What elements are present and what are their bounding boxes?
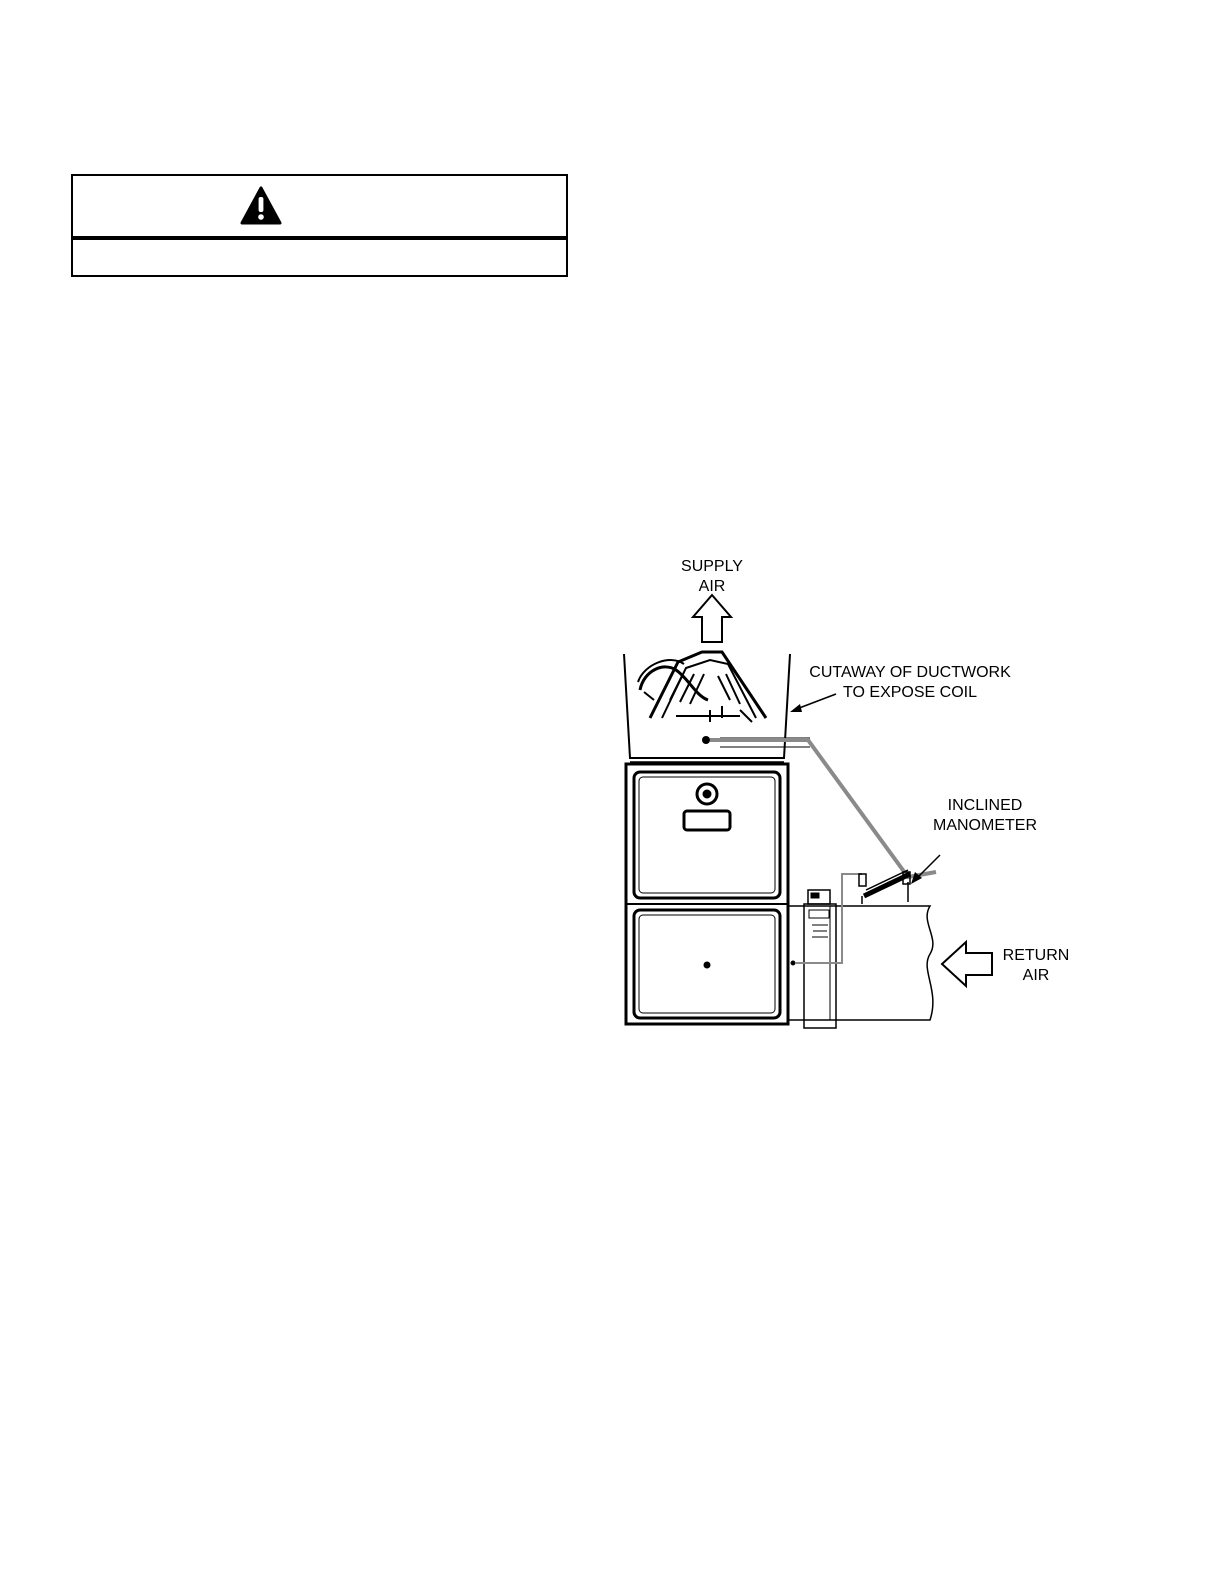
return-air-label-line2: AIR xyxy=(1022,967,1050,984)
return-air-label xyxy=(996,946,1076,986)
warning-body xyxy=(73,240,566,275)
manometer-label xyxy=(920,796,1050,836)
supply-pressure-tap xyxy=(702,736,710,744)
furnace-cabinet xyxy=(626,764,788,1024)
airflow-measurement-diagram xyxy=(610,550,1090,1040)
filter-column xyxy=(791,890,836,1028)
return-air-arrow xyxy=(942,942,992,986)
warning-header xyxy=(73,176,566,240)
manometer-label-line2: MANOMETER xyxy=(933,817,1037,834)
supply-air-label xyxy=(670,557,754,597)
manometer-leader-arrow xyxy=(911,855,940,884)
warning-box xyxy=(71,174,568,277)
inclined-manometer xyxy=(859,870,910,904)
cutaway-label xyxy=(790,663,1030,703)
cutaway-label-line2: TO EXPOSE COIL xyxy=(843,684,977,701)
supply-air-label-line1: SUPPLY xyxy=(681,558,743,575)
supply-air-arrow xyxy=(693,595,731,642)
warning-triangle-icon xyxy=(240,186,282,226)
supply-air-label-line2: AIR xyxy=(698,578,726,595)
supply-pressure-tube xyxy=(710,740,936,877)
cutaway-label-line1: CUTAWAY OF DUCTWORK xyxy=(809,664,1011,681)
evaporator-coil xyxy=(638,652,766,722)
manometer-label-line1: INCLINED xyxy=(947,797,1023,814)
return-air-label-line1: RETURN xyxy=(1002,947,1070,964)
